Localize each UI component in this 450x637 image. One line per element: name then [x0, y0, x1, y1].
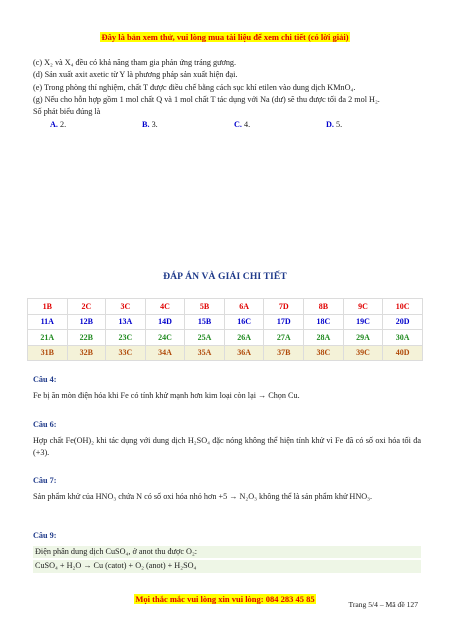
preview-banner-text: Đây là bản xem thử, vui lòng mua tài liệu để xem chi tiết (có lời giải): [101, 32, 349, 42]
option-c-letter: C.: [234, 120, 242, 130]
answer-cell: 40D: [383, 345, 423, 361]
answer-cell: 1B: [28, 299, 68, 315]
answer-key-table: [27, 298, 423, 361]
question-prompt: Số phát biểu đúng là: [33, 107, 101, 117]
answer-cell: 2C: [67, 299, 105, 315]
answer-cell: 12B: [67, 314, 105, 330]
solution-9-text-2: CuSO₄ + H₂O → Cu (catot) + O₂ (anot) + H₂SO₄: [33, 560, 421, 572]
statement-d: (d) Sản xuất axit axetic từ Y là phương pháp sản xuất hiện đại.: [33, 70, 238, 80]
solution-7-text: Sản phẩm khử của HNO₃ chứa N có số oxi hóa nhỏ hơn +5 → N₂O₃ không thể là sản phẩm khử HNO₃.: [33, 492, 373, 502]
option-b: [142, 119, 234, 131]
answer-cell: 14D: [145, 314, 185, 330]
answer-cell: 28A: [304, 330, 344, 346]
answer-cell: 10C: [383, 299, 423, 315]
answer-cell: 39C: [343, 345, 383, 361]
answer-cell: 17D: [264, 314, 304, 330]
option-a-letter: A.: [50, 120, 58, 130]
option-b-letter: B.: [142, 120, 150, 130]
answer-cell: 15B: [185, 314, 225, 330]
answer-cell: 7D: [264, 299, 304, 315]
answer-row-2: [28, 314, 423, 330]
answer-cell: 18C: [304, 314, 344, 330]
statement-e: (e) Trong phòng thí nghiệm, chất T được điều chế bằng cách sục khí etilen vào dung dịch KMnO₄.: [33, 82, 356, 92]
statement-g: (g) Nếu cho hỗn hợp gồm 1 mol chất Q và 1 mol chất T tác dụng với Na (dư) sẽ thu được tối đa 2 mol H₂.: [33, 94, 380, 104]
answer-cell: 33C: [106, 345, 146, 361]
answer-cell: 26A: [224, 330, 264, 346]
answer-cell: 34A: [145, 345, 185, 361]
preview-banner: [0, 27, 450, 45]
solution-6-text: Hợp chất Fe(OH)₂ khi tác dụng với dung dịch H₂SO₄ đặc nóng không thể hiện tính khử vì Fe đã có số oxi hóa tối đa (+3).: [33, 436, 421, 458]
answer-cell: 11A: [28, 314, 68, 330]
answer-cell: 31B: [28, 345, 68, 361]
answer-row-1: [28, 299, 423, 315]
solution-6-heading: Câu 6:: [33, 420, 57, 429]
answer-cell: 35A: [185, 345, 225, 361]
answer-cell: 38C: [304, 345, 344, 361]
option-d-value: 5.: [336, 120, 343, 130]
answer-cell: 23C: [106, 330, 146, 346]
solution-7: [33, 475, 421, 503]
answer-cell: 13A: [106, 314, 146, 330]
answer-row-3: [28, 330, 423, 346]
answer-cell: 32B: [67, 345, 105, 361]
answer-cell: 24C: [145, 330, 185, 346]
answer-cell: 4C: [145, 299, 185, 315]
answer-cell: 5B: [185, 299, 225, 315]
answer-cell: 20D: [383, 314, 423, 330]
answer-cell: 30A: [383, 330, 423, 346]
solution-6: [33, 419, 421, 460]
option-d: [326, 119, 418, 131]
answer-cell: 22B: [67, 330, 105, 346]
answer-cell: 36A: [224, 345, 264, 361]
answer-cell: 16C: [224, 314, 264, 330]
answer-cell: 19C: [343, 314, 383, 330]
answer-row-4: [28, 345, 423, 361]
option-c-value: 4.: [244, 120, 251, 130]
solution-9: [33, 530, 421, 573]
option-b-value: 3.: [151, 120, 158, 130]
option-c: [234, 119, 326, 131]
solution-4-heading: Câu 4:: [33, 375, 57, 384]
answer-cell: 27A: [264, 330, 304, 346]
answer-cell: 29A: [343, 330, 383, 346]
question-block: [33, 57, 423, 132]
answer-cell: 6A: [224, 299, 264, 315]
answer-cell: 9C: [343, 299, 383, 315]
solution-9-heading: Câu 9:: [33, 531, 57, 540]
option-a-value: 2.: [60, 120, 67, 130]
answer-cell: 37B: [264, 345, 304, 361]
option-a: [50, 119, 142, 131]
statement-c: (c) X₂ và X₄ đều có khả năng tham gia phản ứng tráng gương.: [33, 58, 237, 67]
solution-9-text-1: Điện phân dung dịch CuSO₄, ở anot thu được O₂:: [33, 546, 421, 558]
answer-cell: 3C: [106, 299, 146, 315]
option-d-letter: D.: [326, 120, 334, 130]
solution-4-text: Fe bị ăn mòn điện hóa khi Fe có tính khử mạnh hơn kim loại còn lại → Chọn Cu.: [33, 391, 300, 401]
solution-4: [33, 374, 421, 402]
answer-cell: 21A: [28, 330, 68, 346]
answers-title: ĐÁP ÁN VÀ GIẢI CHI TIẾT: [163, 271, 287, 282]
contact-footer-text: Mọi thắc mắc vui lòng xin vui lòng: 084 283 45 85: [135, 594, 315, 604]
answer-options: [50, 119, 423, 131]
page-number: Trang 5/4 – Mã đề 127: [348, 600, 418, 609]
answer-cell: 8B: [304, 299, 344, 315]
solution-7-heading: Câu 7:: [33, 476, 57, 485]
answer-cell: 25A: [185, 330, 225, 346]
